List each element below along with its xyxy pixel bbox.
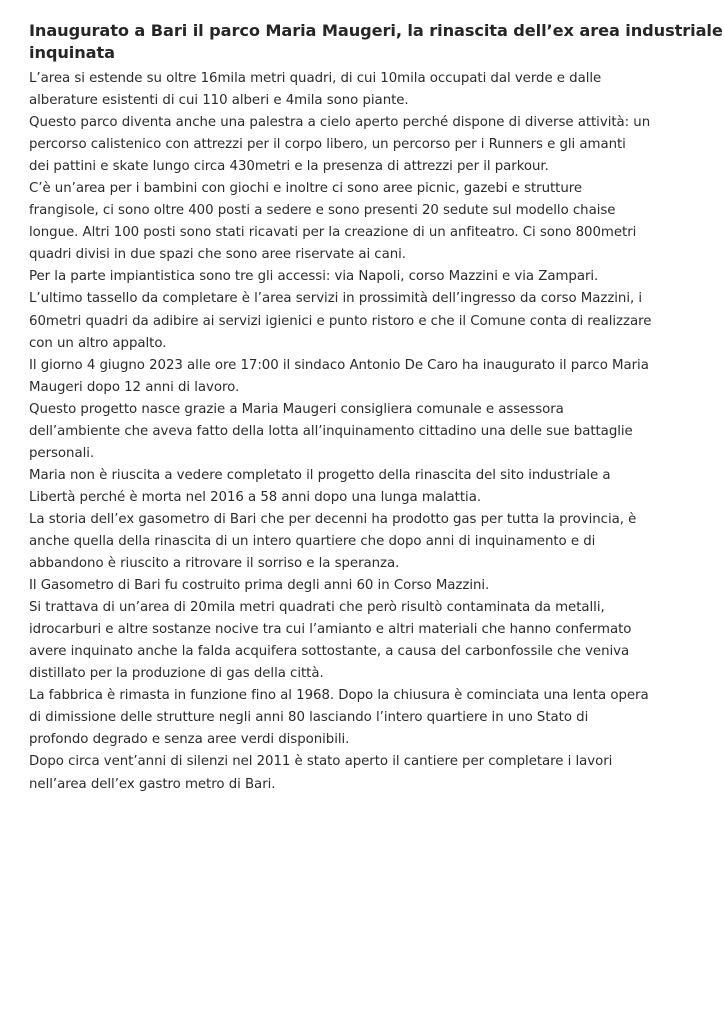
paragraph-line: Questo parco diventa anche una palestra a cielo aperto perché dispone di diverse attività: un — [29, 115, 651, 131]
paragraph-line: Dopo circa vent’anni di silenzi nel 2011 è stato aperto il cantiere per completare i lavori — [29, 754, 613, 770]
paragraph-line: Maugeri dopo 12 anni di lavoro. — [29, 379, 240, 395]
paragraph-area-size — [29, 68, 701, 112]
article-body — [29, 68, 701, 796]
paragraph-line: percorso calistenico con attrezzi per il corpo libero, un percorso per i Runners e gli amanti — [29, 137, 626, 153]
title-line: inquinata — [29, 43, 115, 62]
paragraph-inauguration — [29, 355, 701, 399]
paragraph-line: di dimissione delle strutture negli anni 80 lasciando l’intero quartiere in uno Stato di — [29, 710, 589, 726]
paragraph-construction-site — [29, 751, 701, 795]
paragraph-gasometer-built — [29, 575, 701, 597]
paragraph-line: Il giorno 4 giugno 2023 alle ore 17:00 il sindaco Antonio De Caro ha inaugurato il parco Maria — [29, 357, 649, 373]
paragraph-line: nell’area dell’ex gastro metro di Bari. — [29, 776, 276, 792]
paragraph-line: 60metri quadri da adibire ai servizi igienici e punto ristoro e che il Comune conta di realizzare — [29, 313, 652, 329]
article — [29, 20, 723, 796]
paragraph-accesses — [29, 266, 701, 288]
paragraph-line: avere inquinato anche la falda acquifera sottostante, a causa del carbonfossile che veniva — [29, 644, 630, 660]
paragraph-line: profondo degrado e senza aree verdi disponibili. — [29, 732, 350, 748]
paragraph-line: Il Gasometro di Bari fu costruito prima degli anni 60 in Corso Mazzini. — [29, 578, 490, 594]
paragraph-line: anche quella della rinascita di un intero quartiere che dopo anni di inquinamento e di — [29, 533, 596, 549]
paragraph-line: alberature esistenti di cui 110 alberi e 4mila sono piante. — [29, 93, 409, 109]
paragraph-line: C’è un’area per i bambini con giochi e inoltre ci sono aree picnic, gazebi e strutture — [29, 181, 583, 197]
paragraph-line: L’area si estende su oltre 16mila metri quadri, di cui 10mila occupati dal verde e dalle — [29, 71, 602, 86]
paragraph-line: quadri divisi in due spazi che sono aree riservate ai cani. — [29, 247, 406, 263]
paragraph-line: La storia dell’ex gasometro di Bari che per decenni ha prodotto gas per tutta la provincia, è — [29, 511, 637, 527]
paragraph-line: Per la parte impiantistica sono tre gli accessi: via Napoli, corso Mazzini e via Zampari. — [29, 269, 599, 285]
paragraph-line: dei pattini e skate lungo circa 430metri e la presenza di attrezzi per il parkour. — [29, 159, 549, 175]
paragraph-maria — [29, 465, 701, 509]
paragraph-line: abbandono è riuscito a ritrovare il sorriso e la speranza. — [29, 556, 400, 572]
paragraph-line: idrocarburi e altre sostanze nocive tra cui l’amianto e altri materiali che hanno confermato — [29, 622, 632, 638]
paragraph-services-area — [29, 288, 701, 354]
paragraph-line: personali. — [29, 445, 95, 461]
paragraph-line: frangisole, ci sono oltre 400 posti a sedere e sono presenti 20 sedute sul modello chaise — [29, 203, 616, 219]
paragraph-line: longue. Altri 100 posti sono stati ricavati per la creazione di un anfiteatro. Ci sono 800metri — [29, 225, 637, 241]
paragraph-line: Questo progetto nasce grazie a Maria Maugeri consigliera comunale e assessora — [29, 401, 564, 417]
title-line: Inaugurato a Bari il parco Maria Maugeri, la rinascita dell’ex area industriale — [29, 21, 723, 40]
paragraph-project-origin — [29, 399, 701, 465]
paragraph-line: dell’ambiente che aveva fatto della lotta all’inquinamento cittadino una delle sue battaglie — [29, 423, 633, 439]
paragraph-line: L’ultimo tassello da completare è l’area servizi in prossimità dell’ingresso da corso Mazzini, i — [29, 291, 643, 307]
paragraph-gym — [29, 112, 701, 178]
paragraph-line: distillato per la produzione di gas della città. — [29, 666, 324, 682]
paragraph-line: Maria non è riuscita a vedere completato il progetto della rinascita del sito industriale a — [29, 467, 611, 483]
paragraph-line: con un altro appalto. — [29, 335, 167, 351]
paragraph-line: La fabbrica è rimasta in funzione fino al 1968. Dopo la chiusura è cominciata una lenta opera — [29, 688, 649, 704]
article-title — [29, 20, 723, 64]
paragraph-gasometer-history — [29, 509, 701, 575]
paragraph-line: Libertà perché è morta nel 2016 a 58 anni dopo una lunga malattia. — [29, 489, 482, 505]
paragraph-factory-closure — [29, 685, 701, 751]
paragraph-children-area — [29, 178, 701, 266]
paragraph-line: Si trattava di un’area di 20mila metri quadrati che però risultò contaminata da metalli, — [29, 600, 605, 616]
paragraph-contamination — [29, 597, 701, 685]
